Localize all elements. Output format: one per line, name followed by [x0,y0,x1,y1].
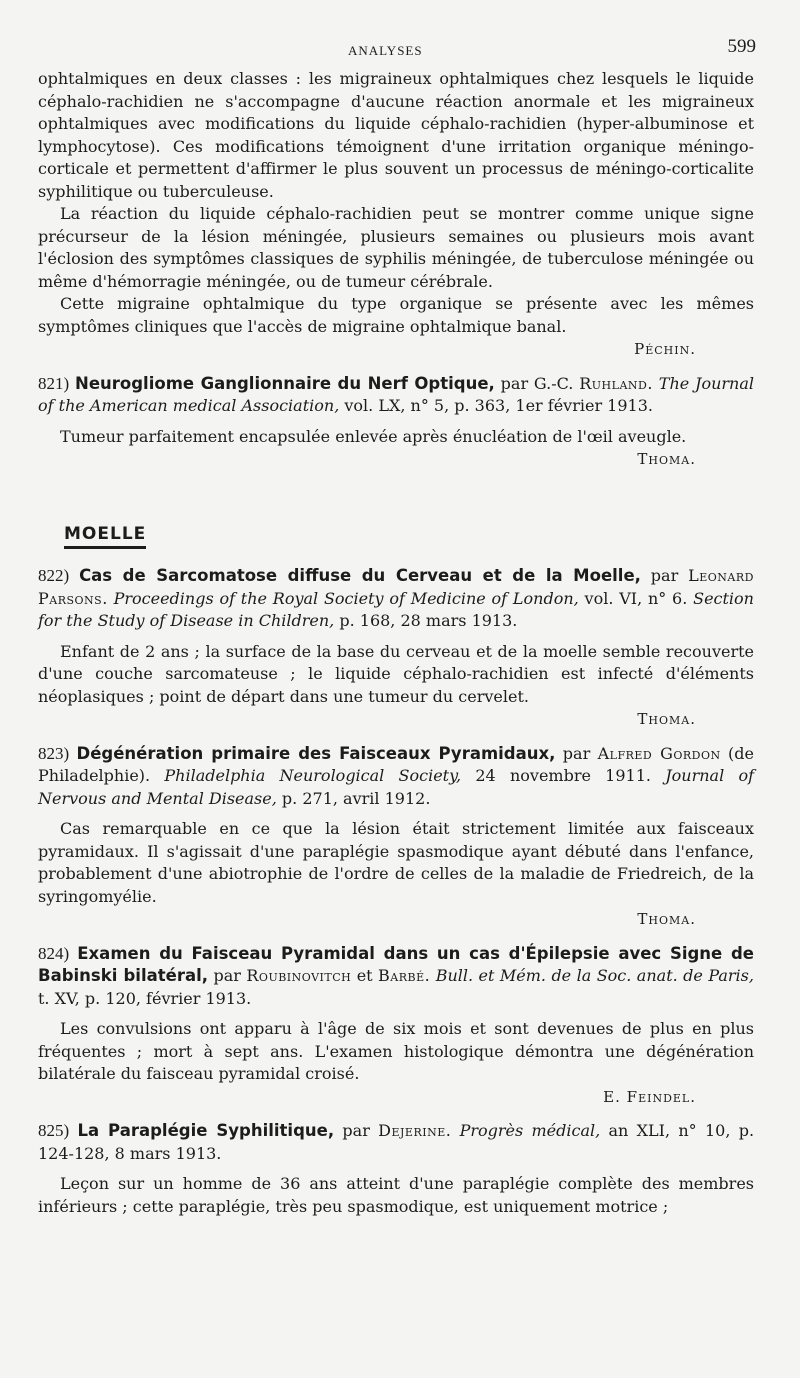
intro-paragraph-2: La réaction du liquide céphalo-rachidien peut se montrer comme unique signe précurseur de la lésion méningée, plusieurs semaines ou plusieurs mois avant l'éclosion des symptômes classiques de syphilis méningée, de tuberculose méningée ou même d'hémorragie méningée, ou de tumeur cérébrale. [38,204,754,291]
section-heading [38,523,754,546]
reference: 24 novembre 1911. [475,766,651,785]
journal: Proceedings of the Royal Society of Medicine of London, [113,588,579,608]
entry-heading [38,943,754,1011]
entry-822 [38,565,754,731]
journal: Bull. et Mém. de la Soc. anat. de Paris, [435,966,754,985]
intro-paragraph-3: Cette migraine ophtalmique du type organique se présente avec les mêmes symptômes cliniques que l'accès de migraine ophtalmique banal. [38,294,754,336]
entry-heading [38,1120,754,1165]
reference: an XLI, [608,1121,671,1140]
entry-summary: Tumeur parfaitement encapsulée enlevée après énucléation de l'œil aveugle. [60,426,687,446]
author-affiliation: (de Philadelphie). [38,743,754,785]
entry-summary: Cas remarquable en ce que la lésion était strictement limitée aux faisceaux pyramidaux. Il s'agissait d'une paraplégie spasmodique ayant débuté dans l'enfance, probablement d'une abiotrophie de l'ordre de celles de la maladie de Friedreich, de la syringomyélie. [38,819,754,906]
entry-824 [38,943,754,1109]
author-prefix: par G.-C. [500,373,574,393]
journal: Philadelphia Neurological Society, [164,766,462,785]
entry-heading [38,373,754,418]
entry-title: Dégénération primaire des Faisceaux Pyramidaux, [76,743,556,763]
signature: Péchin. [634,340,696,358]
entry-823 [38,743,754,931]
signature: Thoma. [637,450,696,468]
author: Ruhland. [579,373,653,393]
entry-heading [38,743,754,811]
signature: Thoma. [637,710,696,728]
reference: vol. LX, n° 5, p. 363, 1er février 1913. [344,396,653,415]
entry-summary: Leçon sur un homme de 36 ans atteint d'une paraplégie complète des membres inférieurs ; cette paraplégie, très peu spasmodique, est uniquement motrice ; [38,1174,754,1216]
entry-825 [38,1120,754,1218]
author-prefix: par [562,743,591,763]
entry-number: 822) [38,566,70,585]
entry-821 [38,373,754,471]
journal-2: Journal of Nervous and Mental Disease, [38,766,754,808]
signature: Thoma. [637,910,696,928]
page-header [38,36,754,68]
entry-number: 825) [38,1121,70,1140]
entry-summary: Enfant de 2 ans ; la surface de la base du cerveau et de la moelle semble recouverte d'une couche sarcomateuse ; le liquide céphalo-rachidien est infecté d'éléments néoplasiques ; point de départ dans une tumeur du cervelet. [38,641,754,706]
author-prefix: par [213,966,241,985]
section-title: MOELLE [64,524,146,549]
entry-title: Examen du Faisceau Pyramidal dans un cas d'Épilepsie avec Signe de Babinski bilatéral, [38,943,754,985]
entry-number: 821) [38,373,70,393]
entry-number: 824) [38,943,70,963]
journal: The Journal of the American medical Association, [38,373,755,415]
author-2: Barbé. [378,966,431,985]
entry-title: La Paraplégie Syphilitique, [77,1121,335,1140]
page-number: 599 [727,36,756,57]
reference-2: p. 271, avril 1912. [281,788,431,808]
page [38,36,754,1218]
entry-summary: Les convulsions ont apparu à l'âge de six mois et sont devenues de plus en plus fréquentes ; mort à sept ans. L'examen histologique démontra une dégénération bilatérale du faisceau pyramidal croisé. [38,1019,754,1083]
author: Dejerine. [378,1121,452,1140]
journal: Progrès médical, [459,1121,601,1140]
reference-2: n° 10, p. 124-128, 8 mars 1913. [38,1121,755,1163]
author: Roubinovitch [246,966,352,985]
entry-heading [38,565,754,633]
running-head: ANALYSES [348,43,423,58]
journal-section: Section for the Study of Disease in Children, [38,588,754,630]
author-prefix: par [650,566,679,585]
author: Leonard Parsons. [38,566,754,608]
reference-2: p. 168, 28 mars 1913. [339,611,518,630]
author: Alfred Gordon [597,743,721,763]
reference: t. XV, p. 120, février 1913. [38,988,252,1008]
author-prefix: par [342,1121,370,1140]
intro-paragraph-1: ophtalmiques en deux classes : les migraineux ophtalmiques chez lesquels le liquide céphalo-rachidien ne s'accompagne d'aucune réaction anormale et les migraineux ophtalmiques avec modifications du liquide céphalo-rachidien (hyper-albuminose et lymphocytose). Ces modifications témoignent d'une irritation organique méningo-corticale et permettent d'affirmer le plus souvent un processus de méningo-corticalite syphilitique ou tuberculeuse. [38,69,754,201]
entry-number: 823) [38,743,70,763]
entry-title: Cas de Sarcomatose diffuse du Cerveau et de la Moelle, [79,566,641,585]
signature: E. Feindel. [603,1087,696,1106]
reference: vol. VI, n° 6. [584,588,688,608]
author-conjunction: et [356,966,373,985]
entry-title: Neurogliome Ganglionnaire du Nerf Optique, [75,373,495,393]
